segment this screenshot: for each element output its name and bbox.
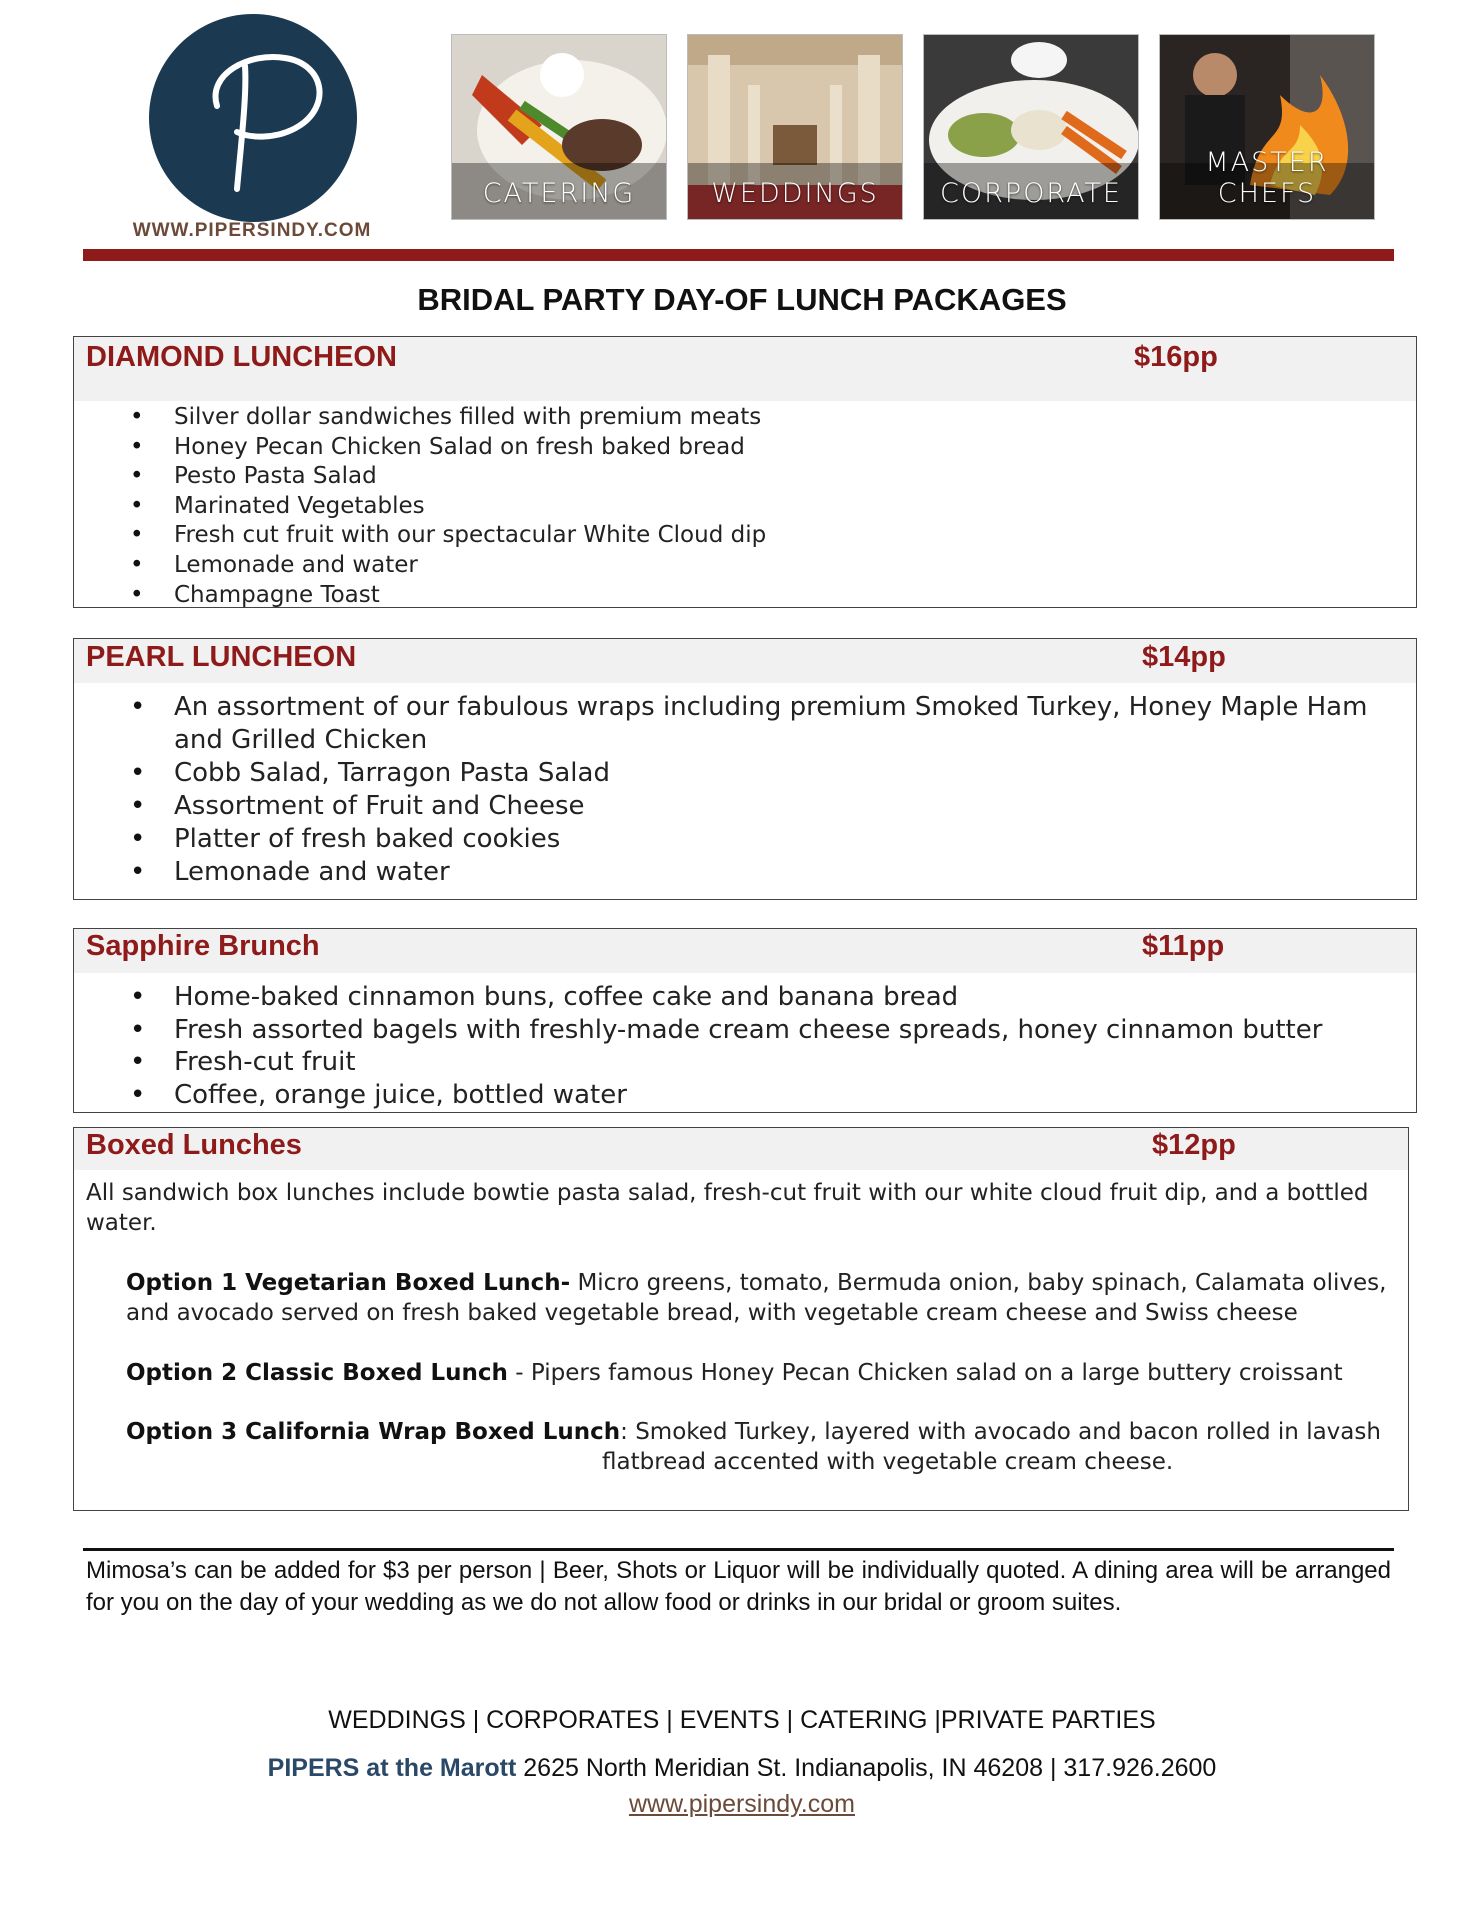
list-item: • Cobb Salad, Tarragon Pasta Salad xyxy=(174,757,1394,790)
option-label: Option 3 California Wrap Boxed Lunch xyxy=(126,1419,621,1445)
tile-caption: CATERING xyxy=(482,178,636,209)
package-sapphire xyxy=(73,928,1417,1113)
package-name: DIAMOND LUNCHEON xyxy=(86,341,397,373)
catering-tile[interactable] xyxy=(451,34,667,220)
section-divider xyxy=(83,1548,1394,1551)
additional-note: Mimosa’s can be added for $3 per person | Beer, Shots or Liquor will be individually quoted. A dining area will be arranged for you on the day of your wedding as we do not allow food or drinks in our bridal or groom suites. xyxy=(86,1557,1391,1616)
list-item: • Honey Pecan Chicken Salad on fresh baked bread xyxy=(174,433,766,463)
item-list xyxy=(174,981,1404,1111)
tile-caption: MASTER CHEFS xyxy=(1205,147,1329,209)
list-item: • Pesto Pasta Salad xyxy=(174,462,766,492)
master-chefs-tile[interactable] xyxy=(1159,34,1375,220)
item-list xyxy=(174,403,766,610)
header-divider xyxy=(83,249,1394,261)
tile-caption: WEDDINGS xyxy=(711,178,879,209)
list-item: • Platter of fresh baked cookies xyxy=(174,823,1394,856)
package-price: $16pp xyxy=(1134,341,1218,373)
package-name: PEARL LUNCHEON xyxy=(86,641,357,673)
package-diamond xyxy=(73,336,1417,608)
tile-caption: CORPORATE xyxy=(940,178,1122,209)
list-item: • Silver dollar sandwiches filled with premium meats xyxy=(174,403,766,433)
package-price: $11pp xyxy=(1142,930,1225,962)
list-item: • Fresh-cut fruit xyxy=(174,1046,1404,1079)
option-label: Option 2 Classic Boxed Lunch xyxy=(126,1360,508,1386)
weddings-tile[interactable] xyxy=(687,34,903,220)
page-title: BRIDAL PARTY DAY-OF LUNCH PACKAGES xyxy=(417,282,1067,317)
package-price: $14pp xyxy=(1142,641,1226,673)
option-text: - Pipers famous Honey Pecan Chicken salad on a large buttery croissant xyxy=(507,1360,1343,1386)
footer-website-link[interactable]: www.pipersindy.com xyxy=(628,1790,855,1818)
list-item: • An assortment of our fabulous wraps including premium Smoked Turkey, Honey Maple Ham and Grilled Chicken xyxy=(174,691,1394,757)
boxed-intro: All sandwich box lunches include bowtie pasta salad, fresh-cut fruit with our white cloud fruit dip, and a bottled water. xyxy=(86,1180,1369,1236)
option-text-continued: flatbread accented with vegetable cream cheese. xyxy=(602,1449,1174,1475)
package-name: Boxed Lunches xyxy=(86,1129,302,1161)
list-item: • Home-baked cinnamon buns, coffee cake and banana bread xyxy=(174,981,1404,1014)
option-text: : Smoked Turkey, layered with avocado and bacon rolled in lavash xyxy=(620,1419,1381,1445)
package-pearl xyxy=(73,638,1417,900)
option-label: Option 1 Vegetarian Boxed Lunch- xyxy=(126,1270,571,1296)
package-name: Sapphire Brunch xyxy=(86,930,320,962)
list-item: • Lemonade and water xyxy=(174,856,1394,889)
footer-services: WEDDINGS | CORPORATES | EVENTS | CATERING |PRIVATE PARTIES xyxy=(328,1706,1156,1734)
option-california xyxy=(126,1417,1406,1447)
package-boxed-lunches xyxy=(73,1127,1409,1511)
logo-circle xyxy=(149,14,357,222)
list-item: • Coffee, orange juice, bottled water xyxy=(174,1079,1404,1112)
list-item: • Lemonade and water xyxy=(174,551,766,581)
option-vegetarian xyxy=(126,1268,1396,1328)
corporate-tile[interactable] xyxy=(923,34,1139,220)
logo-p-mark-icon xyxy=(149,14,357,222)
item-list xyxy=(174,691,1394,889)
list-item: • Champagne Toast xyxy=(174,581,766,611)
option-classic xyxy=(126,1358,1396,1388)
footer-address: 2625 North Meridian St. Indianapolis, IN 46208 | 317.926.2600 xyxy=(516,1754,1217,1782)
list-item: • Marinated Vegetables xyxy=(174,492,766,522)
logo-url: WWW.PIPERSINDY.COM xyxy=(132,220,372,241)
list-item: • Assortment of Fruit and Cheese xyxy=(174,790,1394,823)
package-price: $12pp xyxy=(1152,1129,1236,1161)
list-item: • Fresh assorted bagels with freshly-made cream cheese spreads, honey cinnamon butter xyxy=(174,1014,1404,1047)
list-item: • Fresh cut fruit with our spectacular White Cloud dip xyxy=(174,521,766,551)
option-text: Micro greens, tomato, Bermuda onion, baby spinach, Calamata olives, and avocado served on fresh baked vegetable bread, with vegetable cream cheese and Swiss cheese xyxy=(126,1270,1387,1326)
footer-address-line xyxy=(0,1754,1484,1783)
footer-brand: PIPERS at the Marott xyxy=(267,1754,517,1782)
